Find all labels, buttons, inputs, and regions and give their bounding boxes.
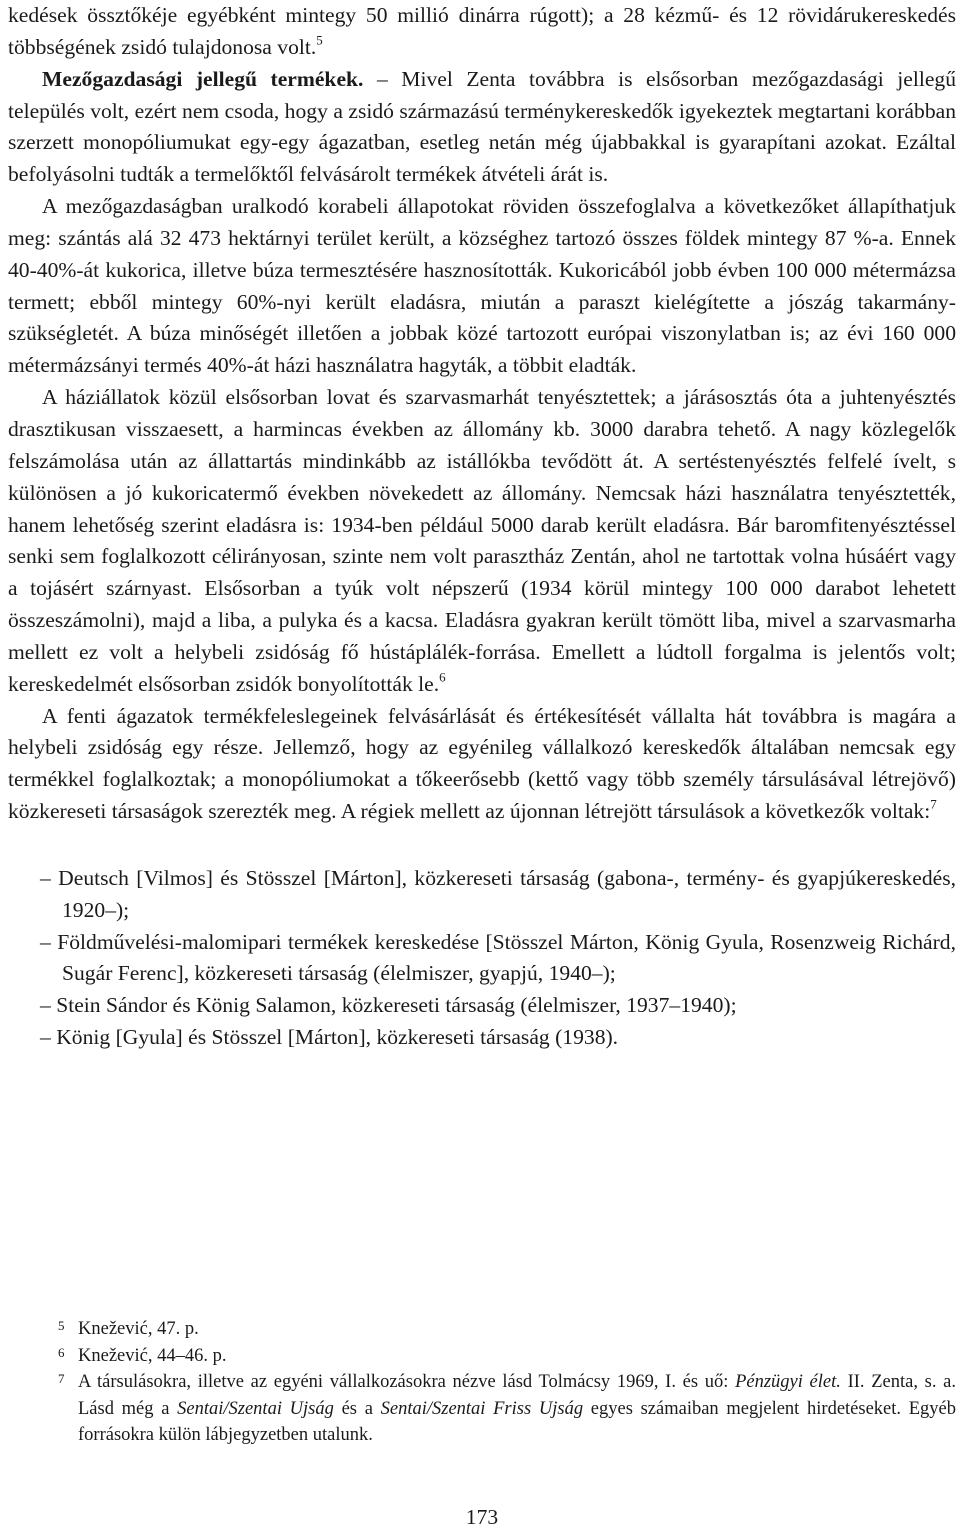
list-item: – Deutsch [Vilmos] és Stösszel [Márton], közkereseti társaság (gabona-, termény- és gyapjúkereskedés, 1920–); <box>40 865 956 922</box>
footnote-5 <box>8 1316 956 1343</box>
list-item: – Földművelési-malomipari termékek kereskedése [Stösszel Márton, König Gyula, Rosenzweig Richárd, Sugár Ferenc], közkereseti társaság (élelmiszer, gyapjú, 1940–); <box>40 929 956 986</box>
paragraph-1-text: kedések össztőkéje egyébként mintegy 50 millió dinárra rúgott); a 28 kézmű- és 12 rövidárukereskedés többségének zsidó tulajdonosa volt. <box>8 3 956 59</box>
list-item: – Stein Sándor és König Salamon, közkereseti társaság (élelmiszer, 1937–1940); <box>40 993 737 1018</box>
footnote-ref-6[interactable]: 6 <box>439 669 446 684</box>
list-item: – König [Gyula] és Stösszel [Márton], közkereseti társaság (1938). <box>40 1025 619 1050</box>
paragraph-5-text: A fenti ágazatok termékfeleslegeinek felvásárlását és értékesítését vállalta hát továbbra is magára a helybeli zsidóság egy része. Jellemző, hogy az egyénileg vállalkozó kereskedők általában nemcsak egy termékkel foglalkoztak; a monopóliumokat a tőkeerősebb (kettő vagy több személy társulásával létrejövő) közkereseti társaságok szerezték meg. A régiek mellett az újonnan létrejött társulások a következők voltak: <box>8 703 956 824</box>
footnote-number: 6 <box>58 1344 65 1360</box>
paragraph-3-text: A mezőgazdaságban uralkodó korabeli állapotokat röviden összefoglalva a következőket állapíthatjuk meg: szántás alá 32 473 hektárnyi terület került, a községhez tartozó összes földek mintegy 87 %-a. Ennek 40-40%-át kukorica, illetve búza termesztésére hasznosították. Kukoricából jobb évben 100 000 métermázsa termett; ebből mintegy 60%-nyi került eladásra, miután a paraszt kielégítette a jószág takarmány-szükségletét. A búza minőségét illetően a jobbak közé tartozott európai viszonylatban is; az évi 160 000 métermázsányi termés 40%-át házi használatra hagyták, a többit eladták. <box>8 194 956 378</box>
paragraph-2 <box>8 64 956 191</box>
footnote-7 <box>8 1369 956 1449</box>
paragraph-3 <box>8 191 956 382</box>
footnote-italic-title: Sentai/Szentai Ujság <box>177 1398 334 1419</box>
footnote-text: egyes számaiban megjelent hirdetéseket. Egyéb forrásokra külön lábjegyzetben utalunk. <box>78 1398 956 1445</box>
body-text <box>8 0 956 1054</box>
paragraph-4 <box>8 382 956 700</box>
footnote-ref-5[interactable]: 5 <box>316 32 323 48</box>
footnote-6 <box>8 1343 956 1370</box>
footnote-text: II. Zenta, s. a. Lásd még a <box>78 1372 956 1419</box>
footnote-text: Knežević, 44–46. p. <box>78 1345 227 1366</box>
footnotes <box>8 1316 956 1449</box>
paragraph-1 <box>8 0 956 64</box>
footnote-ref-7[interactable]: 7 <box>930 796 937 812</box>
footnote-text: és a <box>333 1398 381 1419</box>
paragraph-5 <box>8 701 956 828</box>
footnote-text: Knežević, 47. p. <box>78 1319 199 1339</box>
footnote-italic-title: Sentai/Szentai Friss Ujság <box>380 1398 584 1419</box>
footnote-number: 7 <box>58 1371 65 1386</box>
company-list <box>8 863 956 1054</box>
footnote-italic-title: Pénzügyi élet. <box>735 1372 841 1392</box>
footnote-number: 5 <box>58 1318 65 1333</box>
section-heading: Mezőgazdasági jellegű termékek. <box>42 66 364 91</box>
paragraph-4-text: A háziállatok közül elsősorban lovat és szarvasmarhát tenyésztettek; a járásosztás óta a juhtenyésztés drasztikusan visszaesett, a harmincas években az állomány kb. 3000 darabra tehető. A nagy közlegelők felszámolása után az állattartás mindinkább az istállókba tevődött át. A sertéstenyésztés felfelé ívelt, s különösen a jó kukoricatermő években növekedett az állomány. Nemcsak házi használatra tenyésztették, hanem lehetőség szerint eladásra is: 1934-ben például 5000 darab került eladásra. Bár baromfitenyésztéssel senki sem foglalkozott célirányosan, szinte nem volt parasztház Zentán, ahol ne tartottak volna húsáért vagy a tojásért szárnyast. Elsősorban a tyúk volt népszerű (1934 körül mintegy 100 000 darabot lehetett összeszámolni), majd a liba, a pulyka és a kacsa. Eladásra gyakran került tömött liba, mivel a szarvasmarha mellett ez volt a helybeli zsidóság fő hústáplálék-forrása. Emellett a lúdtoll forgalma is jelentős volt; kereskedelmét elsősorban zsidók bonyolították le. <box>8 385 956 696</box>
page-number: 173 <box>465 1505 499 1529</box>
footnote-text: A társulásokra, illetve az egyéni vállalkozásokra nézve lásd Tolmácsy 1969, I. és uő: <box>78 1372 736 1392</box>
document-page <box>8 0 956 1529</box>
paragraph-2-text: – Mivel Zenta továbbra is elsősorban mezőgazdasági jellegű település volt, ezért nem csoda, hogy a zsidó származású terménykereskedők igyekeztek megtartani korábban szerzett monopóliumukat egy-egy ágazatban, esetleg netán még újabbakkal is gyarapítani azokat. Ezáltal befolyásolni tudták a termelőktől felvásárolt termékek átvételi árát is. <box>8 66 956 187</box>
